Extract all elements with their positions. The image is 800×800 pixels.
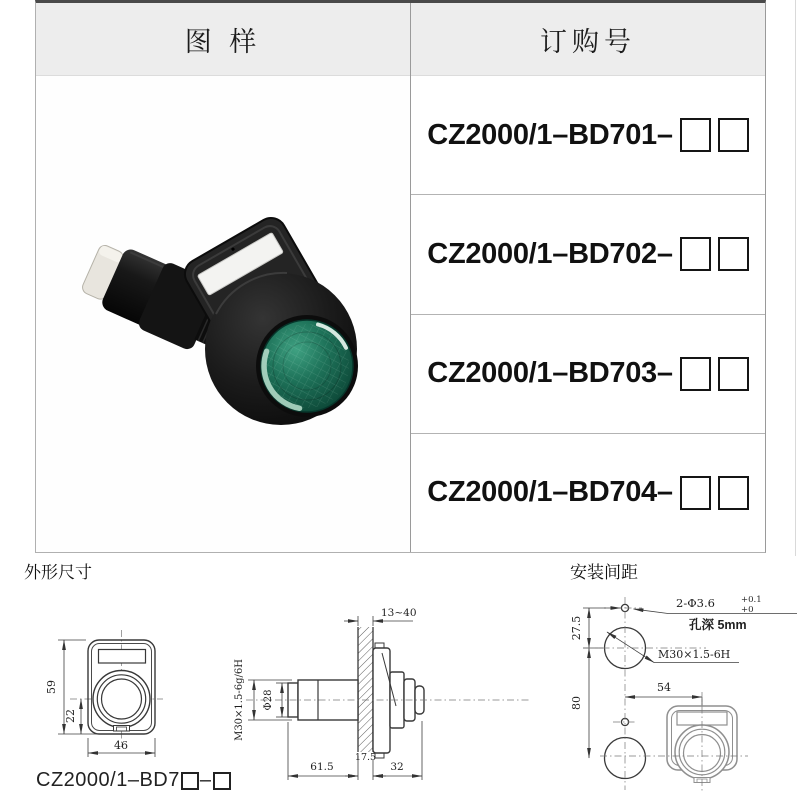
order-column	[411, 3, 765, 552]
sample-column	[36, 3, 411, 552]
model-code-prefix: CZ2000/1–BD7	[36, 769, 180, 791]
code-placeholder-box	[718, 237, 749, 271]
model-code	[36, 769, 232, 792]
dim-diameter: Φ28	[263, 689, 274, 711]
order-code: CZ2000/1–BD703–	[427, 357, 673, 390]
dim-horizontal-pitch: 54	[657, 681, 671, 694]
mounting-drawing	[565, 592, 800, 800]
order-header-label: 订购号	[540, 26, 636, 57]
order-row	[411, 433, 765, 552]
outline-dimensions-label: 外形尺寸	[24, 563, 92, 582]
catalog-table	[35, 0, 766, 553]
dim-panel-range: 13~40	[381, 607, 417, 619]
page-edge-line	[795, 0, 796, 556]
dim-height: 59	[45, 680, 58, 694]
dim-vertical-pitch: 80	[570, 696, 583, 710]
order-rows	[411, 76, 765, 552]
sample-header-cell	[36, 3, 410, 76]
code-placeholder-box	[680, 476, 711, 510]
mounting-spacing-label: 安装间距	[570, 563, 638, 582]
order-row	[411, 194, 765, 313]
model-code-dash: –	[199, 769, 212, 791]
product-photo-cell	[36, 76, 410, 552]
code-placeholder-box	[718, 357, 749, 391]
hole-tolerance-upper: +0.1	[741, 595, 762, 605]
code-placeholder-box	[181, 772, 199, 790]
dim-offset: 22	[64, 709, 77, 723]
dim-width: 46	[114, 739, 128, 752]
order-header-cell	[411, 3, 765, 76]
order-row	[411, 76, 765, 194]
order-code: CZ2000/1–BD702–	[427, 237, 673, 270]
hole-depth-note: 孔深 5mm	[689, 618, 747, 632]
dim-hole-offset: 27.5	[570, 615, 583, 641]
code-placeholder-box	[680, 118, 711, 152]
dim-len-front: 32	[390, 761, 404, 773]
order-code: CZ2000/1–BD704–	[427, 476, 673, 509]
dim-panel-thickness: 17.5	[354, 752, 377, 763]
code-placeholder-box	[680, 357, 711, 391]
code-placeholder-box	[718, 476, 749, 510]
sample-header-label: 图 样	[184, 26, 262, 57]
code-placeholder-box	[680, 237, 711, 271]
product-photo	[81, 194, 371, 429]
order-row	[411, 314, 765, 433]
hole-callout: 2-Φ3.6	[676, 596, 715, 610]
code-placeholder-box	[718, 118, 749, 152]
code-placeholder-box	[213, 772, 231, 790]
order-code: CZ2000/1–BD701–	[427, 118, 673, 151]
thread-callout: M30×1.5-6H	[658, 648, 731, 661]
front-view-drawing	[40, 612, 210, 784]
dim-thread: M30×1.5-6g/6H	[234, 659, 245, 741]
side-view-drawing	[228, 598, 530, 798]
hole-tolerance-lower: +0	[741, 605, 754, 615]
dim-len-rear: 61.5	[310, 761, 334, 773]
